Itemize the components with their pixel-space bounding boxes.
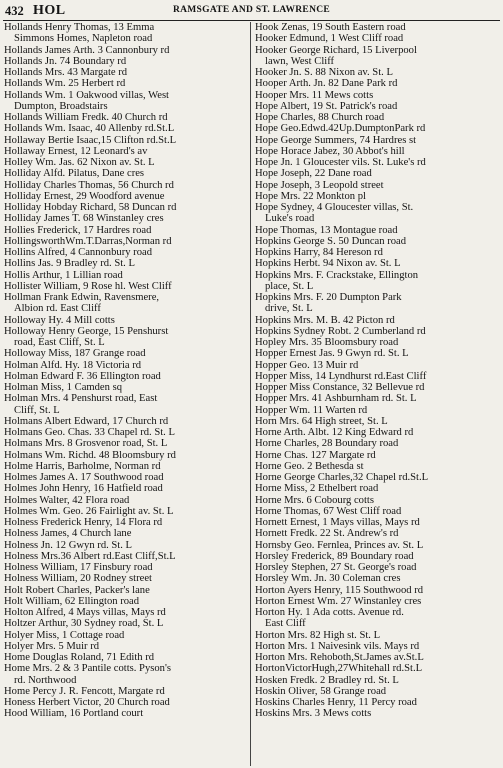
directory-entry-line: Hood William, 16 Portland court [4,708,144,720]
directory-entry-line: Holmes John Henry, 16 Hatfield road [4,483,163,495]
directory-entry-line: Holman Alfd. Hy. 18 Victoria rd [4,359,142,371]
directory-entry-line: Hollands Wm. 1 Oakwood villas, West [4,89,170,101]
directory-entry-line: Hopkins Mrs. F. Crackstake, Ellington [255,269,419,281]
page-heading: HOL [33,3,66,18]
directory-entry-line: drive, St. L [265,303,313,315]
directory-entry-line: Horton Mrs. Rehoboth,St.James av.St.L [255,652,424,663]
directory-entry-line: Holyer Miss, 1 Cottage road [4,629,125,641]
directory-entry-line: Horton Ernest Wm. 27 Winstanley cres [255,595,422,607]
directory-entry-line: Horne Chas. 127 Margate rd [255,449,376,461]
directory-entry-line: Holliday James T. 68 Winstanley cres [4,213,164,225]
directory-entry-line: Horsley Wm. Jn. 30 Coleman cres [255,573,401,585]
directory-entry-line: Hopper Geo. 13 Muir rd [255,359,359,371]
directory-entry-line: Hope Joseph, 3 Leopold street [255,179,384,191]
directory-entry-line: Hollands Wm. 25 Herbert rd [4,78,126,90]
directory-entry-line: Holloway Miss, 187 Grange road [4,348,146,360]
directory-entry-line: Hoskin Oliver, 58 Grange road [255,685,387,697]
directory-entry-line: Holley Wm. Jas. 62 Nixon av. St. L [4,157,155,168]
directory-entry-line: Hollaway Bertie Isaac,15 Clifton rd.St.L [4,134,177,146]
left-column [4,22,248,720]
directory-entry-line: Hornett Ernest, 1 Mays villas, Mays rd [255,517,420,528]
directory-entry-line: Simmons Homes, Napleton road [14,33,153,45]
directory-entry-line: Hollands Jn. 74 Boundary rd [4,55,127,67]
directory-entry-line: Holtzer Arthur, 30 Sydney road, St. L [4,618,164,630]
directory-entry-line: Horne Mrs. 6 Cobourg cotts [255,494,374,506]
page-number: 432 [5,4,24,18]
directory-entry-line: Horton Hy. 1 Ada cotts. Avenue rd. [255,607,404,618]
directory-entry-line: rd. Northwood [14,674,77,686]
directory-entry-line: Hooper Arth. Jn. 82 Dane Park rd [255,78,398,90]
directory-entry-line: Holness William, 17 Finsbury road [4,562,153,573]
directory-entry-line: lawn, West Cliff [265,55,335,67]
directory-entry-line: Horne George Charles,32 Chapel rd.St.L [255,472,429,483]
directory-entry-line: Holt Robert Charles, Packer's lane [4,584,150,596]
directory-entry-line: Albion rd. East Cliff [14,303,101,315]
column-divider [250,22,251,766]
directory-entry-line: Hollaway Ernest, 12 Leonard's av [4,145,148,157]
directory-entry-line: Hopper Ernest Jas. 9 Gwyn rd. St. L [255,348,409,360]
directory-entry-line: Hollis Arthur, 1 Lillian road [4,269,123,281]
directory-entry-line: Hoskins Mrs. 3 Mews cotts [255,708,372,720]
directory-entry-line: Holmes Wm. Geo. 26 Fairlight av. St. L [4,505,174,517]
directory-entry-line: Hope Mrs. 22 Monkton pl [255,190,366,202]
directory-entry-line: Horne Charles, 28 Boundary road [255,438,399,450]
directory-entry-line: Hooker Edmund, 1 West Cliff road [255,33,404,45]
directory-entry-line: Hollands William Fredk. 40 Church rd [4,112,168,123]
directory-entry-line: Cliff, St. L [14,404,60,416]
directory-entry-line: Holme Harris, Barholme, Norman rd [4,460,161,472]
directory-entry-line: Holliday Ernest, 29 Woodford avenue [4,190,165,202]
directory-entry-line: Hopkins Sydney Robt. 2 Cumberland rd [255,325,426,337]
directory-entry-line: Hopper Miss Constance, 32 Bellevue rd [255,382,425,393]
directory-entry-line: Holton Alfred, 4 Mays villas, Mays rd [4,607,166,618]
directory-entry-line: Hollies Frederick, 17 Hardres road [4,224,152,236]
directory-entry-line: Hollister William, 9 Rose hl. West Cliff [4,280,172,292]
directory-entry-line: Horton Mrs. 1 Naivesink vils. Mays rd [255,640,420,652]
directory-entry-line: Hopper Wm. 11 Warten rd [255,404,368,416]
directory-entry-line: Holmes Walter, 42 Flora road [4,494,130,506]
directory-entry-line: road, East Cliff, St. L [14,337,105,348]
directory-entry-line: East Cliff [265,618,306,630]
directory-entry-line: Hornett Fredk. 22 St. Andrew's rd [255,528,399,540]
directory-entry-line: Hopkins Harry, 84 Hereson rd [255,247,383,258]
directory-entry-line: Hosken Fredk. 2 Bradley rd. St. L [255,674,399,686]
right-column [255,22,499,720]
directory-entry-line: Holman Edward F. 36 Ellington road [4,370,161,382]
directory-entry-line: Horn Mrs. 64 High street, St. L [255,415,388,427]
directory-entry-line: Horne Arth. Albt. 12 King Edward rd [255,427,414,438]
directory-entry-line: Holliday Alfd. Pilatus, Dane cres [4,168,145,180]
directory-entry-line: Holliday Charles Thomas, 56 Church rd [4,179,174,191]
header-rule [3,20,500,21]
directory-entry-line: Hollands Mrs. 43 Margate rd [4,67,128,78]
directory-entry-line: Horne Thomas, 67 West Cliff road [255,505,402,517]
directory-entry-line: Hope Joseph, 22 Dane road [255,168,372,180]
directory-entry-line: Hopper Mrs. 41 Ashburnham rd. St. L [255,393,417,405]
directory-entry-line: Hope Sydney, 4 Gloucester villas, St. [255,202,414,213]
directory-entry-line: Holmes James A. 17 Southwood road [4,472,164,483]
directory-entry-line: Holness Frederick Henry, 14 Flora rd [4,517,163,528]
directory-entry-line: Hope Charles, 88 Church road [255,112,385,123]
directory-entry-line: Home Mrs. 2 & 3 Pantile cotts. Pyson's [4,663,171,675]
directory-entry-line: Hope Geo.Edwd.42Up.DumptonPark rd [255,123,426,135]
directory-entry-line: Hollins Alfred, 4 Cannonbury road [4,247,152,258]
directory-entry-line: Home Percy J. R. Fencott, Margate rd [4,685,165,697]
directory-entry-line: Holmans Geo. Chas. 33 Chapel rd. St. L [4,427,175,438]
directory-entry-line: Hope Jn. 1 Gloucester vils. St. Luke's rd [255,157,426,168]
directory-entry-line: Hoskins Charles Henry, 11 Percy road [255,697,417,708]
directory-entry-line: Holmans Wm. Richd. 48 Bloomsbury rd [4,449,176,461]
directory-entry-line: Home Douglas Roland, 71 Edith rd [4,652,155,663]
directory-entry-line: Hopkins Mrs. M. B. 42 Picton rd [255,314,395,326]
directory-entry-line: Holness Mrs.36 Albert rd.East Cliff,St.L [4,550,176,562]
directory-entry-line: Holyer Mrs. 5 Muir rd [4,640,100,652]
directory-entry-line: Horton Ayers Henry, 115 Southwood rd [255,584,424,596]
directory-entry-line: Hornsby Geo. Fernlea, Princes av. St. L [255,539,424,551]
directory-entry-line: Holman Mrs. 4 Penshurst road, East [4,393,158,405]
directory-entry-line: Horsley Stephen, 27 St. George's road [255,562,417,573]
directory-entry-line: Hollands Henry Thomas, 13 Emma [4,22,155,33]
directory-entry-line: Hope George Summers, 74 Hardres st [255,134,417,146]
directory-entry-line: Hopley Mrs. 35 Bloomsbury road [255,337,399,348]
directory-entry-line: Hopkins George S. 50 Duncan road [255,235,407,247]
directory-entry-line: Hooper Mrs. 11 Mews cotts [255,89,374,101]
directory-entry-line: Dumpton, Broadstairs [14,100,108,112]
directory-entry-line: Hope Horace Jabez, 30 Abbot's hill [255,145,405,157]
directory-entry-line: Horne Geo. 2 Bethesda st [255,460,364,472]
directory-entry-line: Holness William, 20 Rodney street [4,573,152,585]
directory-entry-line: Hope Albert, 19 St. Patrick's road [255,100,398,112]
directory-entry-line: Holt William, 62 Ellington road [4,595,140,607]
directory-entry-line: Holmans Mrs. 8 Grosvenor road, St. L [4,438,168,450]
directory-entry-line: Holman Miss, 1 Camden sq [4,382,123,393]
directory-entry-line: Holness Jn. 12 Gwyn rd. St. L [4,539,133,551]
directory-entry-line: Luke's road [265,213,315,225]
directory-entry-line: Hollands James Arth. 3 Cannonbury rd [4,44,170,56]
directory-entry-line: Hollands Wm. Isaac, 40 Allenby rd.St.L [4,123,175,135]
directory-entry-line: Holloway Henry George, 15 Penshurst [4,325,169,337]
directory-entry-line: Hollins Jas. 9 Bradley rd. St. L [4,258,135,270]
directory-entry-line: Hope Thomas, 13 Montague road [255,224,398,236]
directory-entry-line: HollingsworthWm.T.Darras,Norman rd [4,235,172,247]
directory-entry-line: Hollman Frank Edwin, Ravensmere, [4,292,160,303]
directory-entry-line: Horne Miss, 2 Ethelbert road [255,483,379,495]
directory-entry-line: Holmans Albert Edward, 17 Church rd [4,415,169,427]
directory-entry-line: Hook Zenas, 19 South Eastern road [255,22,406,33]
directory-entry-line: Hopper Miss, 14 Lyndhurst rd.East Cliff [255,370,427,382]
directory-entry-line: HortonVictorHugh,27Whitehall rd.St.L [255,663,423,675]
directory-entry-line: Hopkins Herbt. 94 Nixon av. St. L [255,258,401,270]
directory-entry-line: Holloway Hy. 4 Mill cotts [4,314,115,326]
directory-entry-line: Hopkins Mrs. F. 20 Dumpton Park [255,292,402,303]
directory-entry-line: Hooker Jn. S. 88 Nixon av. St. L [255,67,393,78]
directory-entry-line: Hooker George Richard, 15 Liverpool [255,44,417,56]
directory-entry-line: Horsley Frederick, 89 Boundary road [255,550,414,562]
directory-entry-line: Holness James, 4 Church lane [4,528,132,540]
running-title: RAMSGATE AND ST. LAWRENCE [172,5,331,15]
directory-entry-line: place, St. L [265,280,314,292]
directory-entry-line: Honess Herbert Victor, 20 Church road [4,697,170,708]
directory-entry-line: Horton Mrs. 82 High st. St. L [255,629,381,641]
directory-entry-line: Holliday Hobday Richard, 58 Duncan rd [4,202,177,213]
